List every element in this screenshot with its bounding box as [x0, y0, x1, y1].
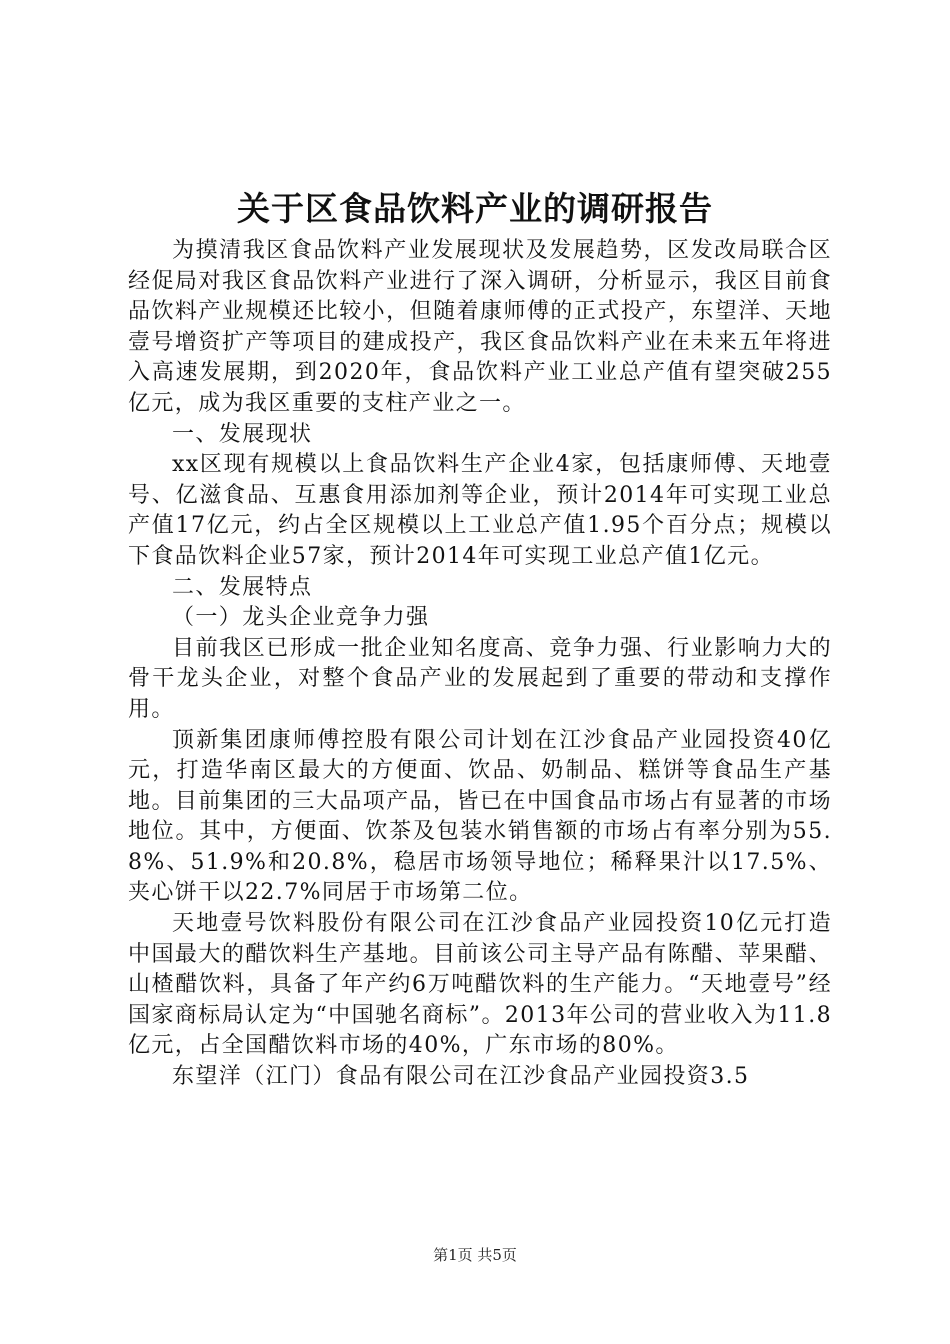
section-heading-features: 二、发展特点: [172, 574, 313, 600]
paragraph-dongwangyang: 东望洋（江门）食品有限公司在江沙食品产业园投资3.5: [172, 1064, 750, 1090]
paragraph-intro: 为摸清我区食品饮料产业发展现状及发展趋势，区发改局联合区经促局对我区食品饮料产业进行了深入调研，分析显示，我区目前食品饮料产业规模还比较小，但随着康师傅的正式投产，东望洋、天地壹号增资扩产等项目的建成投产，我区食品饮料产业在未来五年将进入高速发展期，到2020年，食品饮料产业工业总产值有望突破255亿元，成为我区重要的支柱产业之一。: [128, 238, 832, 416]
paragraph-tiandiyihao: 天地壹号饮料股份有限公司在江沙食品产业园投资10亿元打造中国最大的醋饮料生产基地。目前该公司主导产品有陈醋、苹果醋、山楂醋饮料，具备了年产约6万吨醋饮料的生产能力。“天地壹号”经国家商标局认定为“中国驰名商标”。2013年公司的营业收入为11.8亿元，占全国醋饮料市场的40%，广东市场的80%。: [128, 911, 832, 1059]
paragraph-leaders: 目前我区已形成一批企业知名度高、竞争力强、行业影响力大的骨干龙头企业，对整个食品产业的发展起到了重要的带动和支撑作用。: [128, 635, 832, 722]
paragraph-status: xx区现有规模以上食品饮料生产企业4家，包括康师傅、天地壹号、亿滋食品、互惠食用添加剂等企业，预计2014年可实现工业总产值17亿元，约占全区规模以上工业总产值1.95个百分点；规模以下食品饮料企业57家，预计2014年可实现工业总产值1亿元。: [128, 452, 832, 569]
document-body: [128, 236, 832, 1093]
section-heading-status: 一、发展现状: [172, 421, 313, 447]
paragraph-kangshifu: 顶新集团康师傅控股有限公司计划在江沙食品产业园投资40亿元，打造华南区最大的方便面、饮品、奶制品、糕饼等食品生产基地。目前集团的三大品项产品，皆已在中国食品市场占有显著的市场地位。其中，方便面、饮茶及包装水销售额的市场占有率分别为55.8%、51.9%和20.8%，稳居市场领导地位；稀释果汁以17.5%、夹心饼干以22.7%同居于市场第二位。: [128, 727, 832, 906]
document-title: 关于区食品饮料产业的调研报告: [237, 189, 713, 228]
subsection-heading-leaders: （一）龙头企业竞争力强: [172, 605, 430, 631]
page-number-footer: 第1页 共5页: [433, 1246, 517, 1264]
